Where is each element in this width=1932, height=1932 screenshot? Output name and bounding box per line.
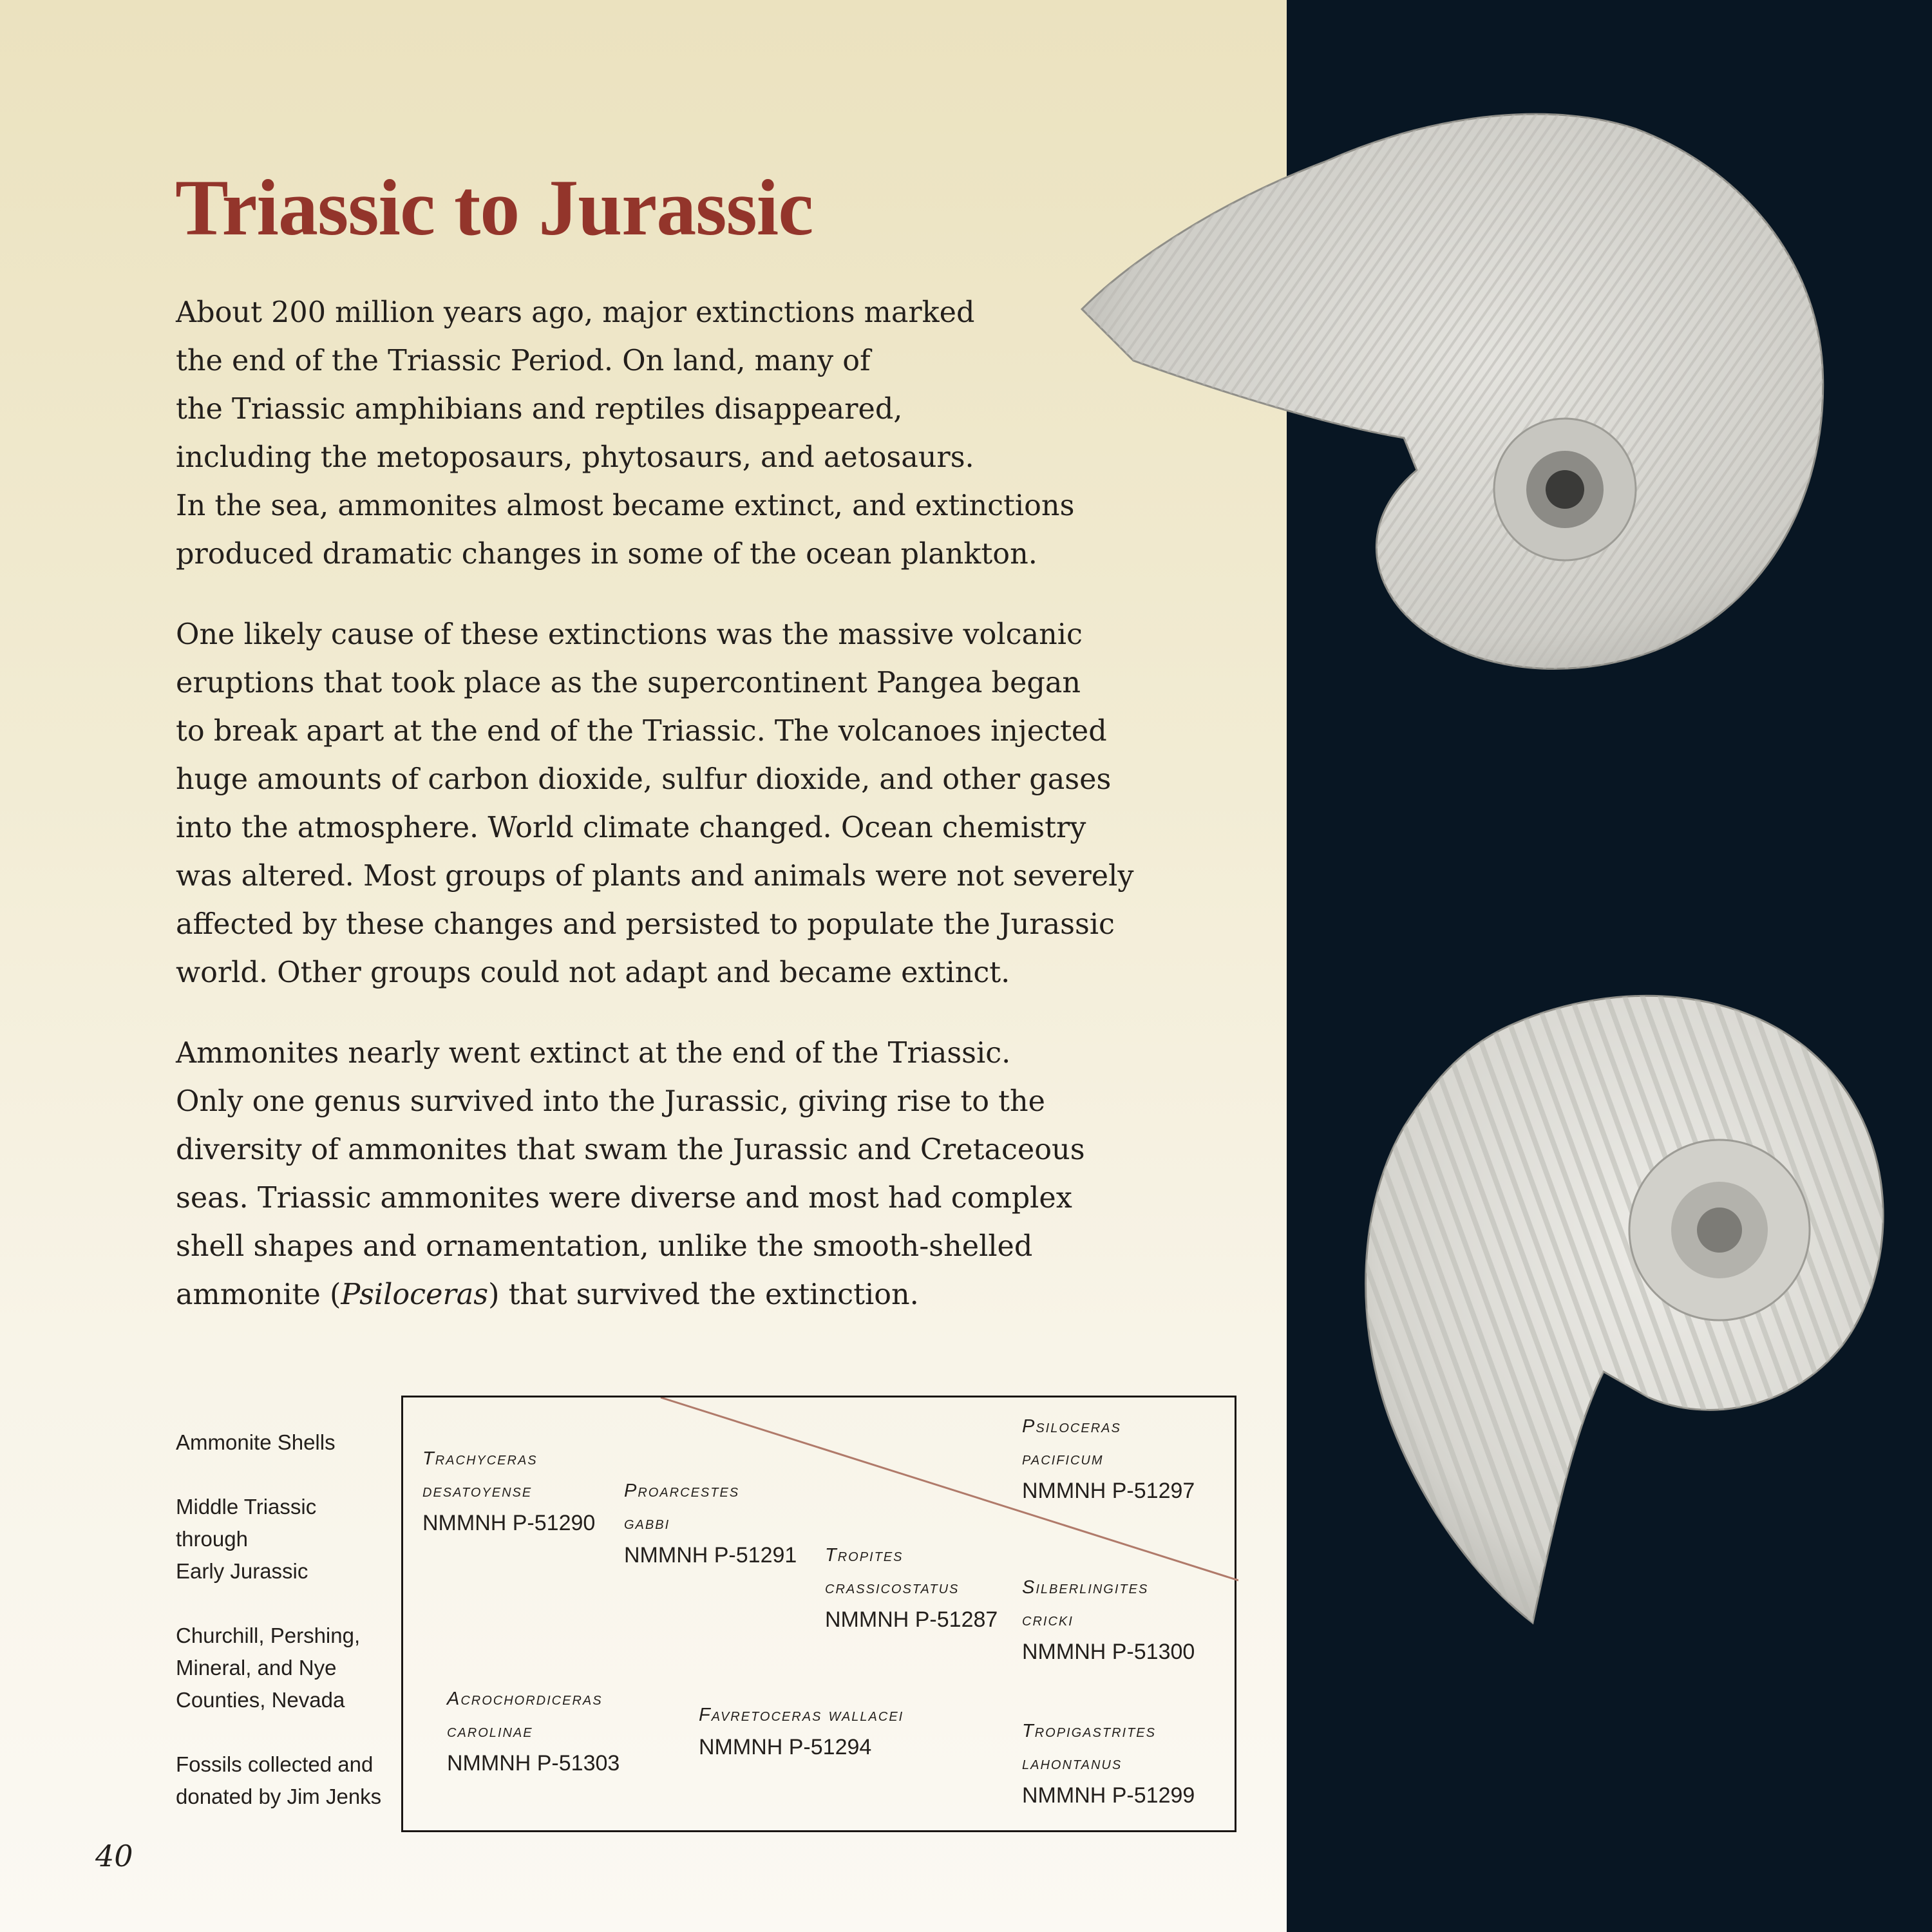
specimen-name: Favretoceras wallacei: [699, 1705, 904, 1725]
caption-line: through: [176, 1527, 248, 1551]
specimen-name: pacificum: [1022, 1448, 1104, 1469]
specimen-name: gabbi: [624, 1513, 670, 1533]
text-line: the end of the Triassic Period. On land, many of: [176, 345, 871, 377]
text-line: About 200 million years ago, major extinctions marked: [176, 296, 975, 329]
specimen-catalog: NMMNH P-51287: [825, 1607, 998, 1632]
text-line: into the atmosphere. World climate changed. Ocean chemistry: [176, 811, 1086, 844]
specimen-key-box: [401, 1396, 1236, 1832]
ammonite-photo-bottom: [1346, 972, 1900, 1636]
specimen-catalog: NMMNH P-51290: [422, 1511, 596, 1535]
text-line: [176, 1271, 1161, 1319]
specimen-favretoceras: [699, 1699, 904, 1763]
paragraph-3: [176, 1029, 1161, 1319]
caption-line: Fossils collected and: [176, 1752, 374, 1776]
body-text: [176, 289, 1161, 1351]
caption-line: donated by Jim Jenks: [176, 1785, 382, 1808]
caption-heading-block: [176, 1426, 388, 1459]
text-line: eruptions that took place as the supercontinent Pangea began: [176, 667, 1081, 699]
text-fragment: ammonite (: [176, 1278, 341, 1311]
caption-credit-block: [176, 1748, 388, 1813]
specimen-catalog: NMMNH P-51300: [1022, 1640, 1195, 1664]
ammonite-photo-top: [1056, 90, 1842, 721]
caption-age-block: [176, 1491, 388, 1587]
text-line: seas. Triassic ammonites were diverse and most had complex: [176, 1182, 1072, 1215]
text-line: produced dramatic changes in some of the ocean plankton.: [176, 538, 1037, 571]
text-line: was altered. Most groups of plants and animals were not severely: [176, 860, 1134, 893]
page-number: 40: [95, 1839, 133, 1873]
specimen-name: carolinae: [447, 1721, 533, 1741]
paragraph-2: [176, 611, 1161, 997]
specimen-name: crassicostatus: [825, 1577, 960, 1598]
specimen-trachyceras: [422, 1443, 595, 1539]
specimen-caption: [176, 1426, 388, 1845]
text-line: Ammonites nearly went extinct at the end of the Triassic.: [176, 1037, 1011, 1070]
specimen-name: Proarcestes: [624, 1481, 740, 1501]
caption-heading: Ammonite Shells: [176, 1430, 336, 1454]
paragraph-1: [176, 289, 1161, 578]
specimen-name: Acrochordiceras: [447, 1689, 603, 1709]
text-line: the Triassic amphibians and reptiles disappeared,: [176, 393, 903, 426]
text-line: In the sea, ammonites almost became extinct, and extinctions: [176, 489, 1075, 522]
page-title: Triassic to Jurassic: [175, 164, 813, 252]
specimen-psiloceras: [1022, 1410, 1195, 1507]
caption-line: Counties, Nevada: [176, 1688, 345, 1712]
specimen-name: cricki: [1022, 1609, 1074, 1630]
specimen-name: Trachyceras: [422, 1448, 538, 1469]
specimen-catalog: NMMNH P-51294: [699, 1735, 872, 1759]
text-line: diversity of ammonites that swam the Jurassic and Cretaceous: [176, 1133, 1085, 1166]
text-fragment: ) that survived the extinction.: [488, 1278, 919, 1311]
text-line: huge amounts of carbon dioxide, sulfur dioxide, and other gases: [176, 763, 1112, 796]
specimen-catalog: NMMNH P-51297: [1022, 1479, 1195, 1503]
specimen-name: Tropigastrites: [1022, 1721, 1156, 1741]
text-line: affected by these changes and persisted to populate the Jurassic: [176, 908, 1115, 941]
specimen-tropites: [825, 1539, 998, 1636]
specimen-name: lahontanus: [1022, 1753, 1122, 1774]
text-line: shell shapes and ornamentation, unlike the smooth-shelled: [176, 1230, 1033, 1263]
text-line: to break apart at the end of the Triassic. The volcanoes injected: [176, 715, 1107, 748]
text-line: Only one genus survived into the Jurassic, giving rise to the: [176, 1085, 1046, 1118]
specimen-name: desatoyense: [422, 1481, 533, 1501]
specimen-silberlingites: [1022, 1571, 1195, 1668]
caption-line: Mineral, and Nye: [176, 1656, 337, 1680]
specimen-name: Tropites: [825, 1545, 904, 1566]
genus-name-italic: Psiloceras: [341, 1278, 489, 1311]
text-line: including the metoposaurs, phytosaurs, and aetosaurs.: [176, 441, 974, 474]
text-line: One likely cause of these extinctions was the massive volcanic: [176, 618, 1083, 651]
caption-line: Churchill, Pershing,: [176, 1624, 361, 1647]
specimen-catalog: NMMNH P-51303: [447, 1751, 620, 1776]
caption-location-block: [176, 1620, 388, 1716]
caption-line: Middle Triassic: [176, 1495, 317, 1519]
specimen-acrochordiceras: [447, 1683, 620, 1779]
specimen-proarcestes: [624, 1475, 797, 1571]
specimen-catalog: NMMNH P-51291: [624, 1543, 797, 1567]
specimen-catalog: NMMNH P-51299: [1022, 1783, 1195, 1808]
specimen-name: Silberlingites: [1022, 1577, 1149, 1598]
specimen-name: Psiloceras: [1022, 1416, 1121, 1437]
caption-line: Early Jurassic: [176, 1559, 308, 1583]
specimen-tropigastrites: [1022, 1715, 1195, 1812]
text-line: world. Other groups could not adapt and became extinct.: [176, 956, 1010, 989]
